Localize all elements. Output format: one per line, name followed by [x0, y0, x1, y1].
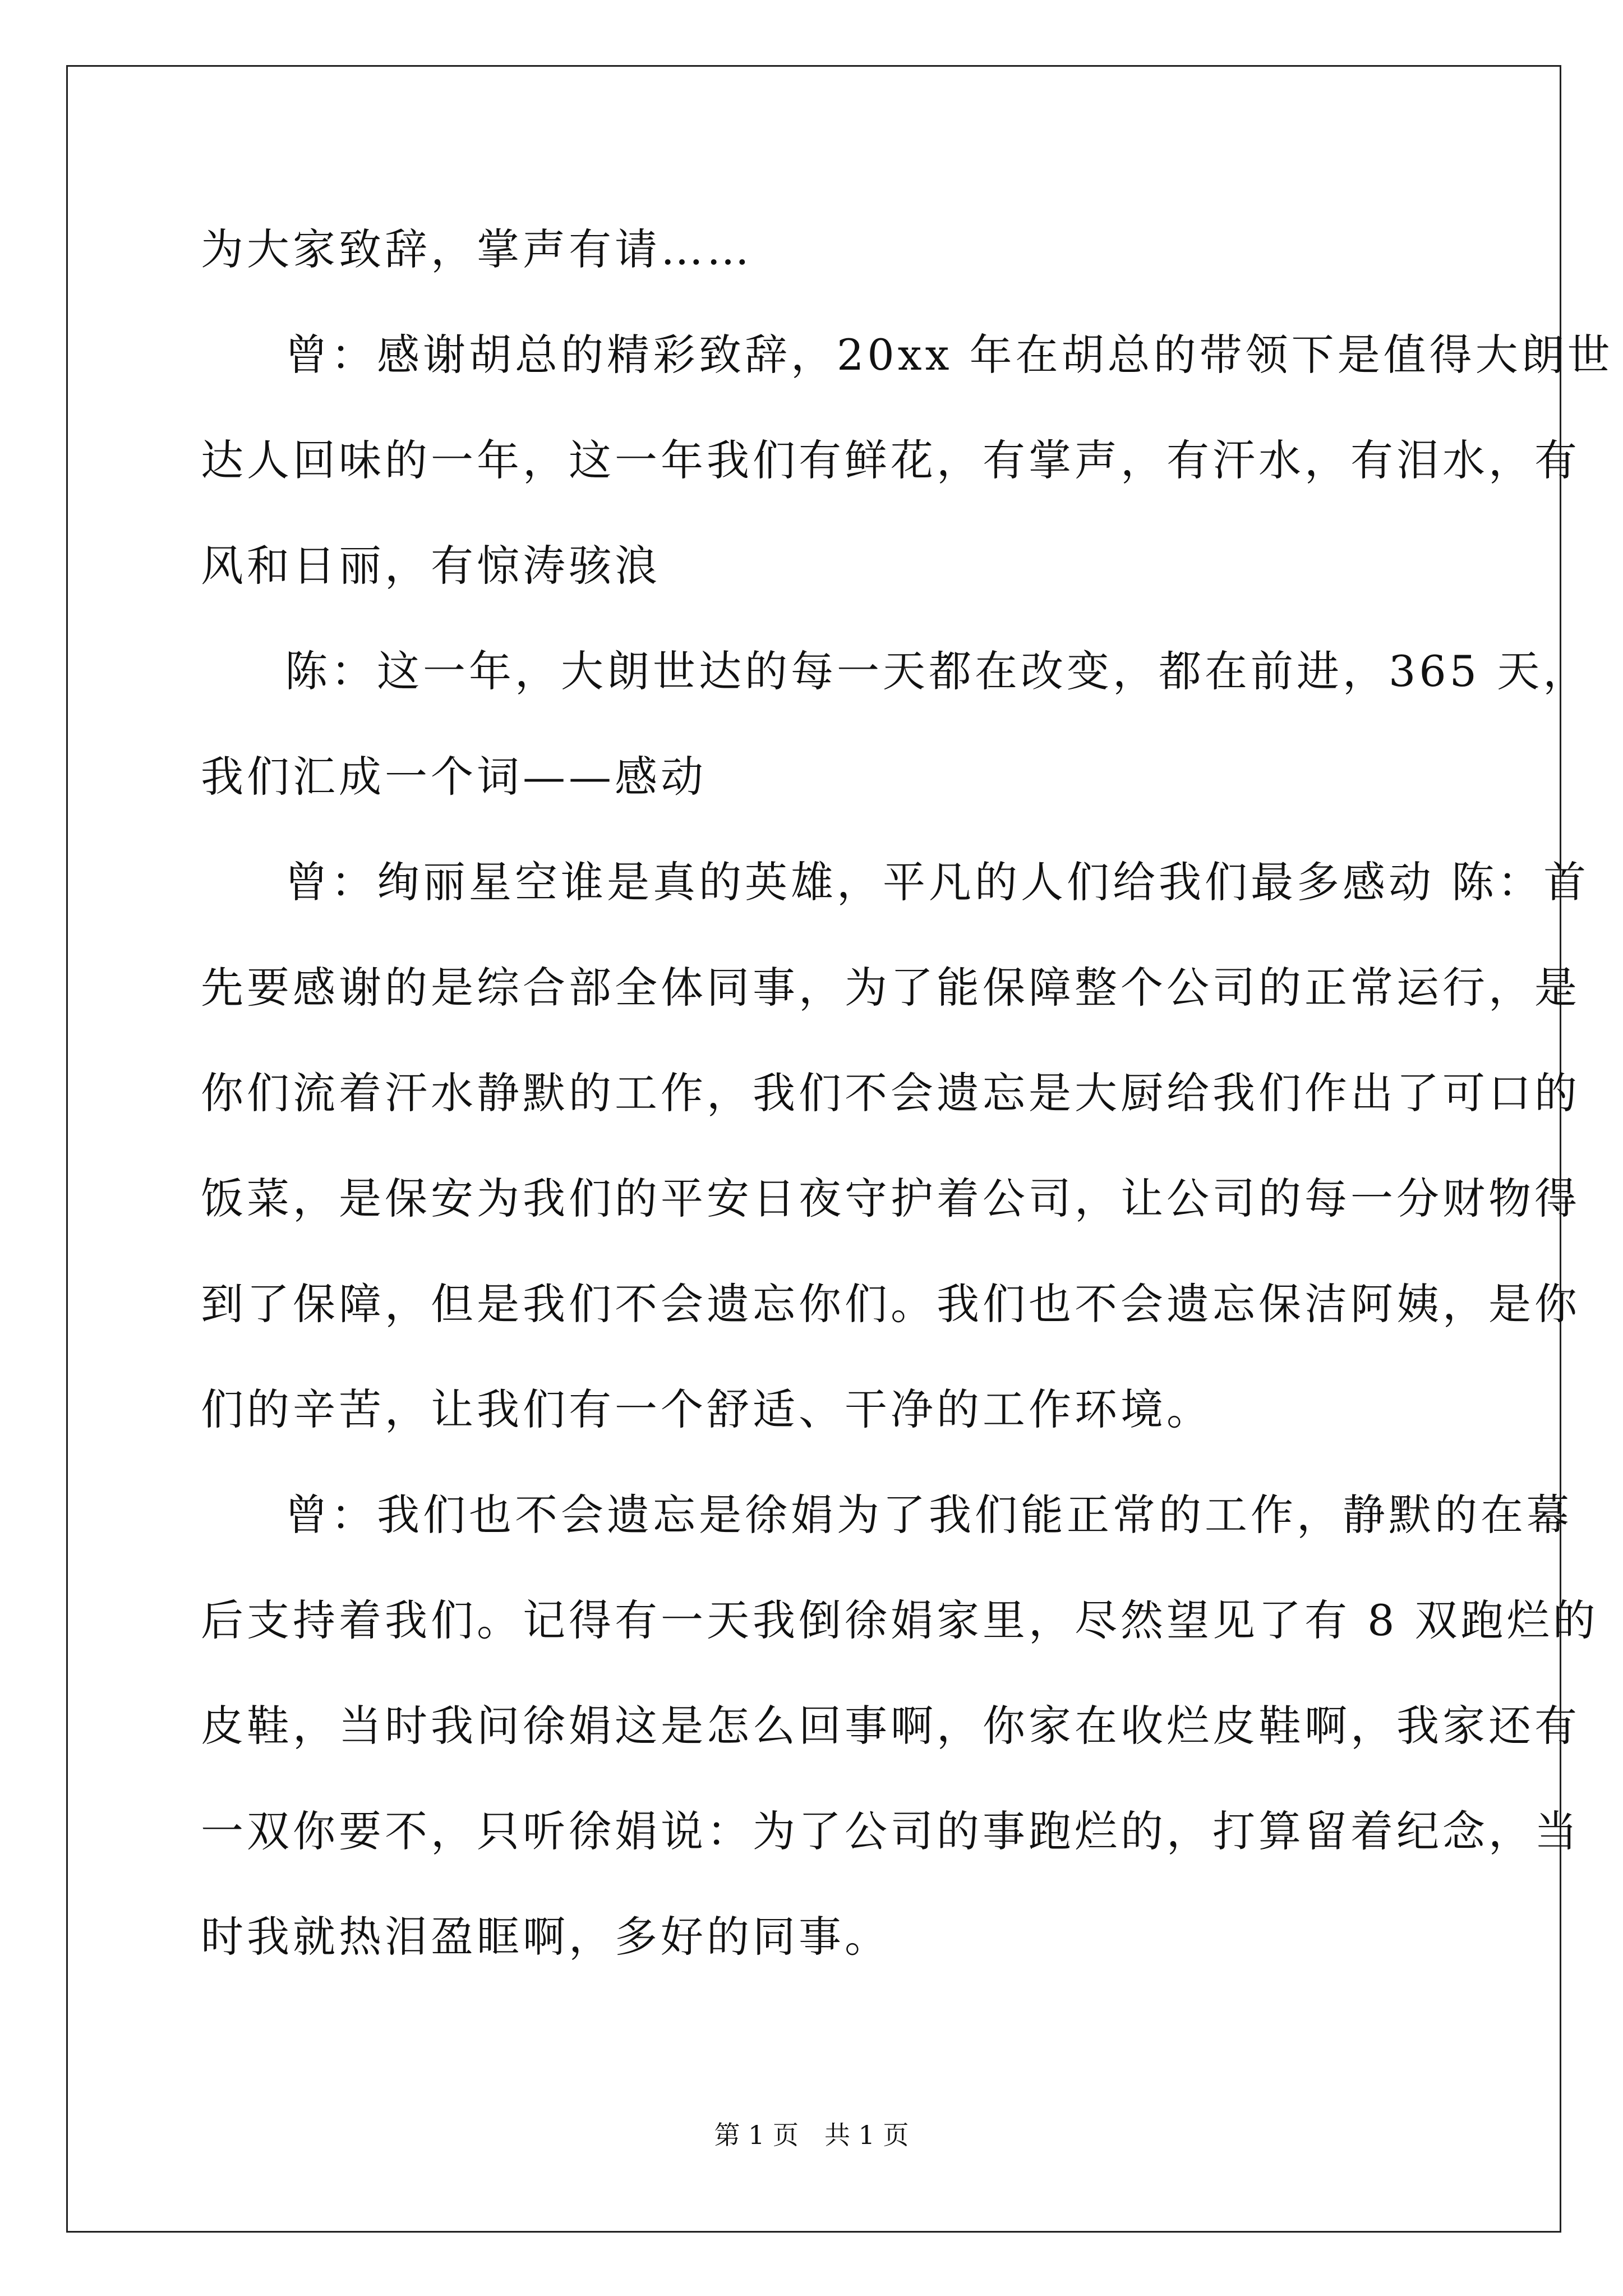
- text-line: 达人回味的一年，这一年我们有鲜花，有掌声，有汗水，有泪水，有: [201, 435, 1580, 485]
- text-line: 皮鞋，当时我问徐娟这是怎么回事啊，你家在收烂皮鞋啊，我家还有: [201, 1701, 1580, 1751]
- text-line: 为大家致辞，掌声有请……: [201, 224, 753, 274]
- text-line: 到了保障，但是我们不会遗忘你们。我们也不会遗忘保洁阿姨，是你: [201, 1279, 1580, 1329]
- text-line: 一双你要不，只听徐娟说：为了公司的事跑烂的，打算留着纪念，当: [201, 1806, 1580, 1856]
- text-line: 曾：感谢胡总的精彩致辞，20xx 年在胡总的带领下是值得大朗世: [285, 330, 1613, 380]
- text-line: 后支持着我们。记得有一天我倒徐娟家里，尽然望见了有 8 双跑烂的: [201, 1595, 1599, 1645]
- text-line: 你们流着汗水静默的工作，我们不会遗忘是大厨给我们作出了可口的: [201, 1068, 1580, 1118]
- text-line: 时我就热泪盈眶啊，多好的同事。: [201, 1912, 891, 1962]
- text-line: 饭菜，是保安为我们的平安日夜守护着公司，让公司的每一分财物得: [201, 1174, 1580, 1223]
- text-line: 陈：这一年，大朗世达的每一天都在改变，都在前进，365 天，: [285, 646, 1589, 696]
- text-line: 曾：绚丽星空谁是真的英雄，平凡的人们给我们最多感动 陈：首: [285, 857, 1590, 907]
- text-line: 我们汇成一个词——感动: [201, 752, 707, 802]
- text-line: 先要感谢的是综合部全体同事，为了能保障整个公司的正常运行，是: [201, 963, 1580, 1013]
- page-number-footer: 第 1 页 共 1 页: [714, 2120, 909, 2150]
- text-line: 曾：我们也不会遗忘是徐娟为了我们能正常的工作，静默的在幕: [285, 1490, 1573, 1540]
- text-line: 们的辛苦，让我们有一个舒适、干净的工作环境。: [201, 1384, 1212, 1434]
- text-line: 风和日丽，有惊涛骇浪: [201, 541, 661, 591]
